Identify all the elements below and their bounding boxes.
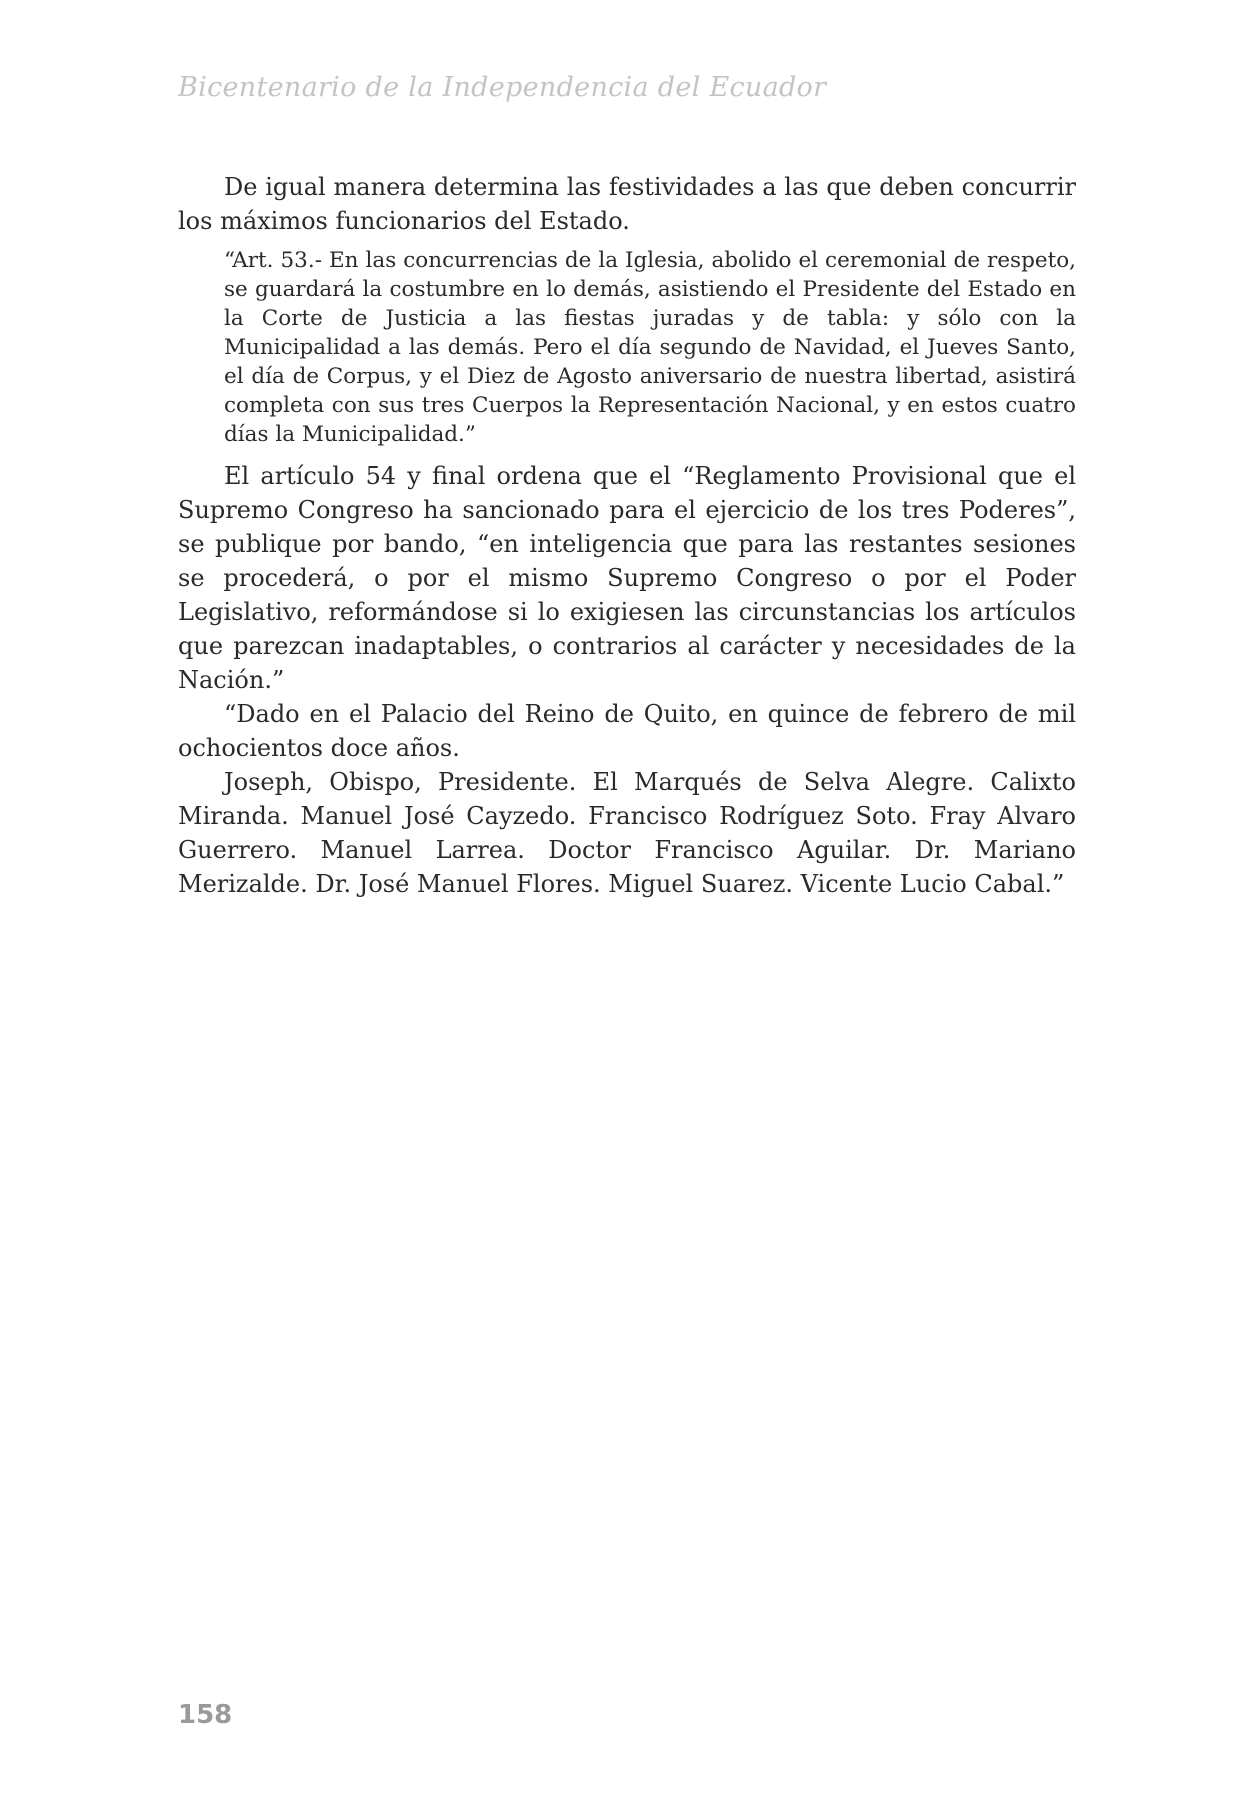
body-text	[178, 170, 1076, 901]
page-number: 158	[178, 1700, 233, 1730]
paragraph-festivities: De igual manera determina las festividades a las que deben concurrir los máximos funcionarios del Estado.	[178, 173, 1076, 235]
paragraph-article-54: El artículo 54 y final ordena que el “Reglamento Provisional que el Supremo Congreso ha sancionado para el ejercicio de los tres Poderes”, se publique por bando, “en inteligencia que para las restantes sesiones se procederá, o por el mismo Supremo Congreso o por el Poder Legislativo, reformándose si lo exigiesen las circunstancias los artículos que parezcan inadaptables, o contrarios al carácter y necesidades de la Nación.”	[178, 462, 1076, 694]
paragraph-dado-en: “Dado en el Palacio del Reino de Quito, en quince de febrero de mil ochocientos doce años.	[178, 700, 1076, 762]
running-header-title: Bicentenario de la Independencia del Ecuador	[178, 72, 827, 103]
paragraph-signatories: Joseph, Obispo, Presidente. El Marqués de Selva Alegre. Calixto Miranda. Manuel José Cayzedo. Francisco Rodríguez Soto. Fray Alvaro Guerrero. Manuel Larrea. Doctor Francisco Aguilar. Dr. Mariano Merizalde. Dr. José Manuel Flores. Miguel Suarez. Vicente Lucio Cabal.”	[178, 768, 1076, 898]
quote-article-53: “Art. 53.- En las concurrencias de la Iglesia, abolido el ceremonial de respeto, se guardará la costumbre en lo demás, asistiendo el Presidente del Estado en la Corte de Justicia a las fiestas juradas y de tabla: y sólo con la Municipalidad a las demás. Pero el día segundo de Navidad, el Jueves Santo, el día de Corpus, y el Diez de Agosto aniversario de nuestra libertad, asistirá completa con sus tres Cuerpos la Representación Nacional, y en estos cuatro días la Municipalidad.”	[224, 248, 1076, 447]
